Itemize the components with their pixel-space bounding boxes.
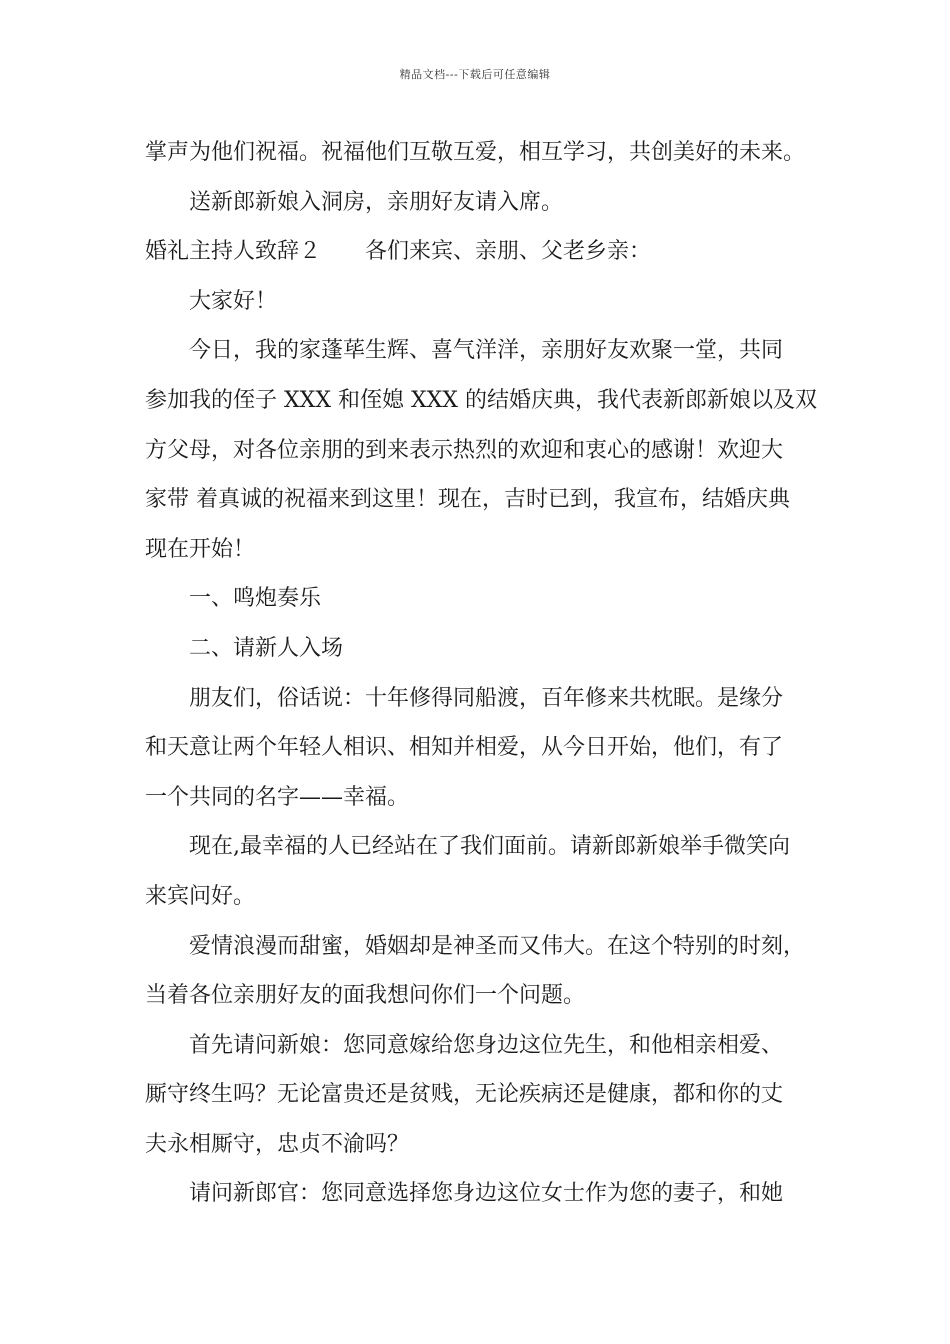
text-line: 现在,最幸福的人已经站在了我们面前。请新郎新娘举手微笑向: [189, 834, 790, 860]
text-line: 当着各位亲朋好友的面我想问你们一个问题。: [145, 983, 586, 1009]
document-body: [145, 128, 825, 1219]
text-line: 和天意让两个年轻人相识、相知并相爱，从今日开始，他们，有了: [145, 735, 784, 761]
text-line: 二、请新人入场: [189, 635, 344, 661]
salutation: 各们来宾、亲朋、父老乡亲：: [365, 239, 652, 265]
text-line: 参加我的侄子 XXX 和侄媳 XXX 的结婚庆典，我代表新郎新娘以及双: [145, 387, 817, 413]
text-line: 厮守终生吗？无论富贵还是贫贱，无论疾病还是健康，都和你的丈: [145, 1082, 784, 1108]
text-line: 一、鸣炮奏乐: [189, 586, 322, 612]
text-line: 首先请问新娘：您同意嫁给您身边这位先生，和他相亲相爱、: [189, 1032, 784, 1058]
text-line: 朋友们，俗话说：十年修得同船渡，百年修来共枕眠。是缘分: [189, 685, 784, 711]
page-header: 精品文档---下载后可任意编辑: [399, 68, 551, 81]
text-line: 今日，我的家蓬荜生辉、喜气洋洋，亲朋好友欢聚一堂，共同: [189, 338, 784, 364]
text-line: 夫永相厮守，忠贞不渝吗？: [145, 1131, 410, 1157]
text-line: 来宾问好。: [145, 883, 256, 909]
text-line: 送新郎新娘入洞房，亲朋好友请入席。: [189, 189, 564, 215]
section-heading-line: [145, 227, 825, 277]
text-line: 爱情浪漫而甜蜜，婚姻却是神圣而又伟大。在这个特别的时刻，: [189, 933, 806, 959]
section-title: 婚礼主持人致辞２: [145, 239, 322, 265]
text-line: 方父母，对各位亲朋的到来表示热烈的欢迎和衷心的感谢！欢迎大: [145, 437, 784, 463]
text-line: 现在开始！: [145, 536, 256, 562]
text-line: 请问新郎官：您同意选择您身边这位女士作为您的妻子，和她: [189, 1181, 784, 1207]
text-line: 掌声为他们祝福。祝福他们互敬互爱，相互学习，共创美好的未来。: [145, 140, 806, 165]
text-line: 一个共同的名字——幸福。: [145, 784, 410, 810]
text-line: 大家好！: [189, 288, 278, 314]
text-line: 家带 着真诚的祝福来到这里！现在，吉时已到，我宣布，结婚庆典: [145, 487, 790, 513]
